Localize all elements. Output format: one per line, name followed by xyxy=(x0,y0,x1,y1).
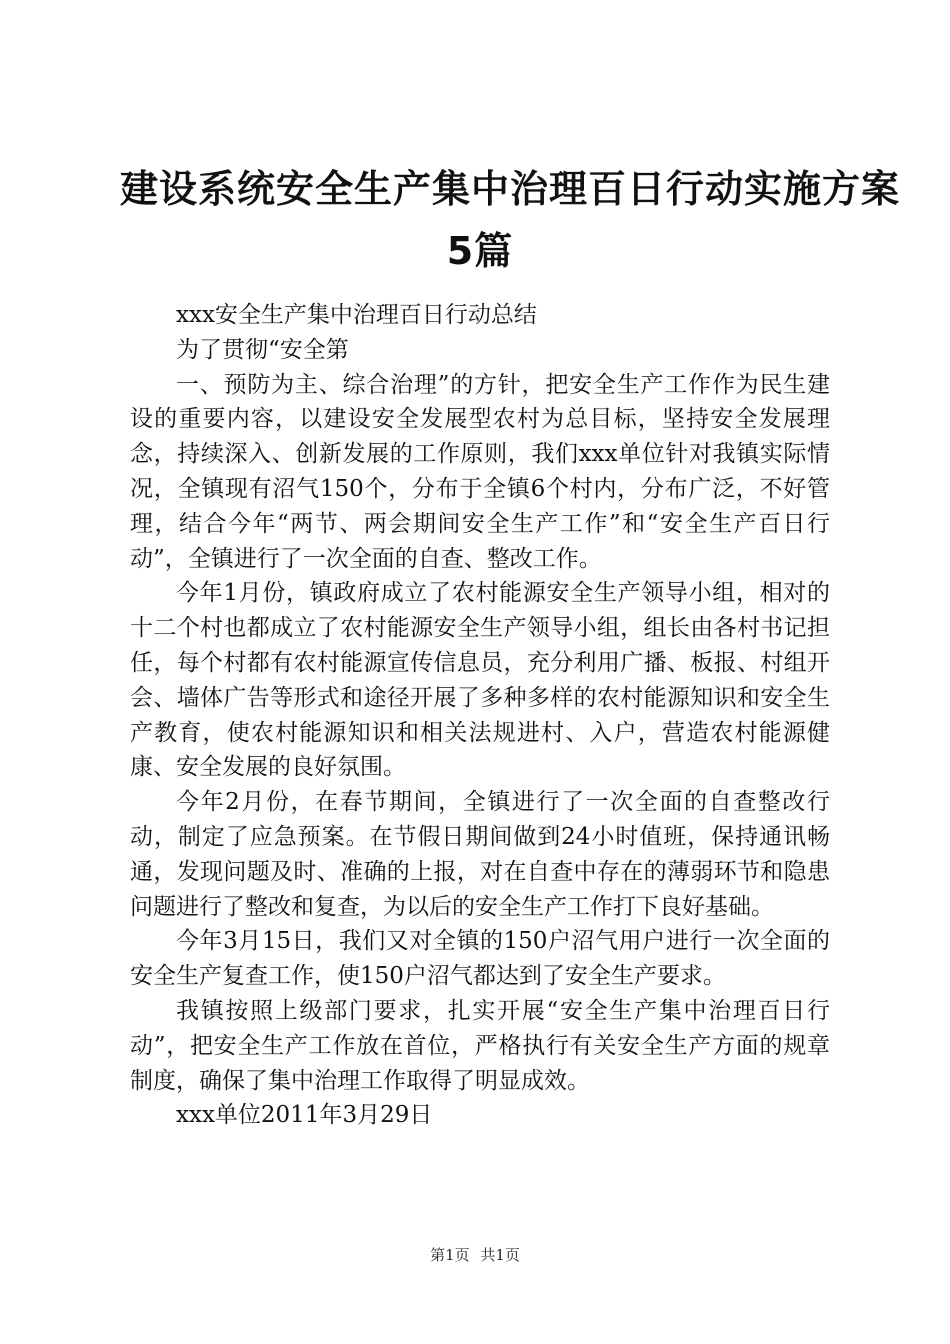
body-paragraph: 今年1月份，镇政府成立了农村能源安全生产领导小组，相对的十二个村也都成立了农村能源安全生产领导小组，组长由各村书记担任，每个村都有农村能源宣传信息员，充分利用广播、板报、村组开会、墙体广告等形式和途径开展了多种多样的农村能源知识和安全生产教育，使农村能源知识和相关法规进村、入户，营造农村能源健康、安全发展的良好氛围。 xyxy=(130,580,830,781)
body-paragraph: xxx安全生产集中治理百日行动总结 xyxy=(176,302,537,328)
body-paragraph: 我镇按照上级部门要求，扎实开展“安全生产集中治理百日行动”，把安全生产工作放在首位，严格执行有关安全生产方面的规章制度，确保了集中治理工作取得了明显成效。 xyxy=(130,997,830,1094)
body-paragraph: 今年2月份，在春节期间，全镇进行了一次全面的自查整改行动，制定了应急预案。在节假日期间做到24小时值班，保持通讯畅通，发现问题及时、准确的上报，对在自查中存在的薄弱环节和隐患问题进行了整改和复查，为以后的安全生产工作打下良好基础。 xyxy=(130,789,830,920)
body-paragraph: xxx单位2011年3月29日 xyxy=(176,1102,433,1129)
document-body xyxy=(130,298,830,1133)
body-paragraph: 今年3月15日，我们又对全镇的150户沼气用户进行一次全面的安全生产复查工作，使150户沼气都达到了安全生产要求。 xyxy=(130,928,830,990)
page-total: 共1页 xyxy=(480,1246,520,1264)
page-footer xyxy=(0,1244,950,1265)
body-paragraph: 为了贯彻“安全第 xyxy=(176,336,349,363)
page-number: 第1页 xyxy=(430,1246,470,1264)
document-title-line2: 5篇 xyxy=(446,229,514,273)
body-paragraph: 一、预防为主、综合治理”的方针，把安全生产工作作为民生建设的重要内容，以建设安全发展型农村为总目标，坚持安全发展理念，持续深入、创新发展的工作原则，我们xxx单位针对我镇实际情况，全镇现有沼气150个，分布于全镇6个村内，分布广泛，不好管理，结合今年“两节、两会期间安全生产工作”和“安全生产百日行动”，全镇进行了一次全面的自查、整改工作。 xyxy=(130,371,830,572)
document-title-line1: 建设系统安全生产集中治理百日行动实施方案 xyxy=(120,167,901,211)
